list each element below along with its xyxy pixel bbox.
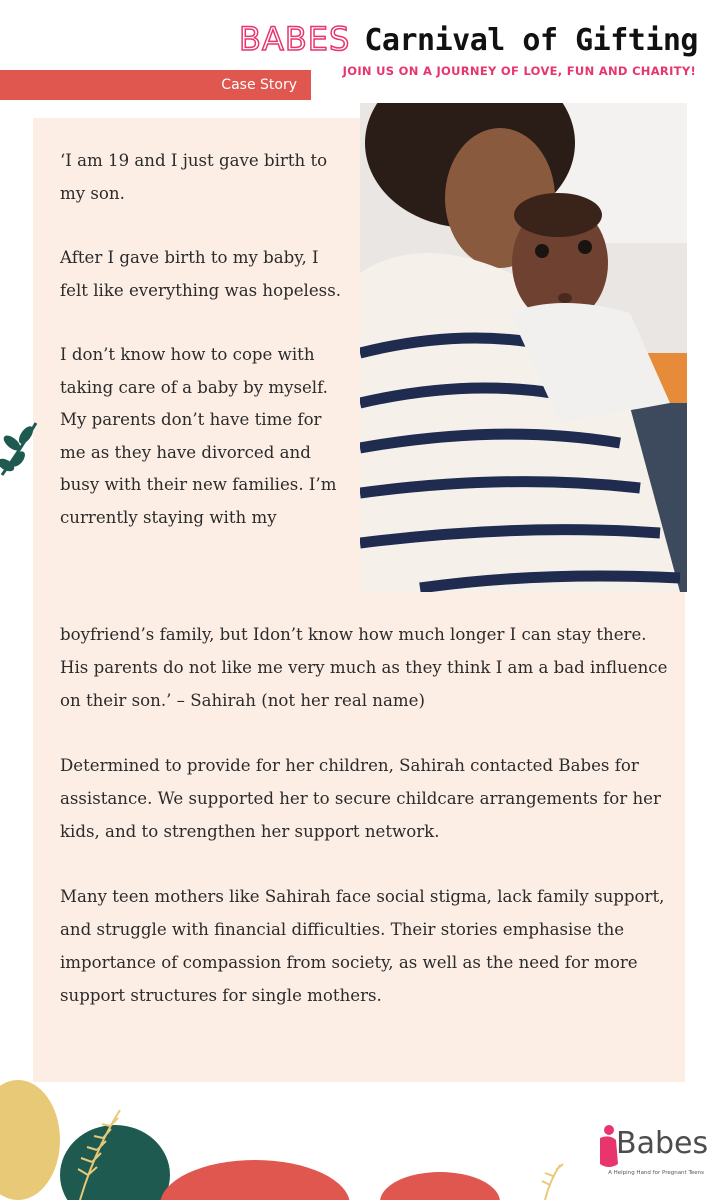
brand-wordmark: BABES [239, 20, 351, 58]
story-paragraph: Determined to provide for her children, Sahirah contacted Babes for assistance. We supported her to secure childcare arrangements for her kids, and to strengthen her support network. [60, 756, 661, 841]
story-photo [360, 103, 687, 592]
header-tagline: JOIN US ON A JOURNEY OF LOVE, FUN AND CHARITY! [342, 64, 696, 78]
page-title: Carnival of Gifting [364, 23, 698, 58]
leaf-decoration-icon [0, 415, 40, 485]
story-paragraph: I don’t know how to cope with taking care of a baby by myself. My parents don’t have time for me as they have divorced and busy with their new families. I’m currently staying with my [60, 345, 337, 527]
story-paragraph: Many teen mothers like Sahirah face social stigma, lack family support, and struggle with financial difficulties. Their stories emphasise the importance of compassion from society, as well as the need for more support structures for single mothers. [60, 887, 665, 1005]
mother-baby-photo [360, 103, 687, 592]
story-text-column [60, 145, 350, 534]
logo-name: Babes [616, 1126, 709, 1161]
story-paragraph: boyfriend’s family, but Idon’t know how much longer I can stay there. His parents do not like me very much as they think I am a bad influence on their son.’ – Sahirah (not her real name) [60, 625, 668, 710]
story-paragraph: After I gave birth to my baby, I felt like everything was hopeless. [60, 248, 341, 300]
logo-tagline: A Helping Hand for Pregnant Teens [608, 1170, 704, 1176]
section-label: Case Story [221, 77, 297, 93]
fern-icon [542, 1164, 563, 1200]
section-label-bar [0, 70, 313, 100]
story-paragraph: ‘I am 19 and I just gave birth to my son. [60, 151, 328, 203]
babes-logo [594, 1122, 709, 1182]
story-text-wide [60, 618, 672, 1012]
header-brand [239, 20, 698, 58]
